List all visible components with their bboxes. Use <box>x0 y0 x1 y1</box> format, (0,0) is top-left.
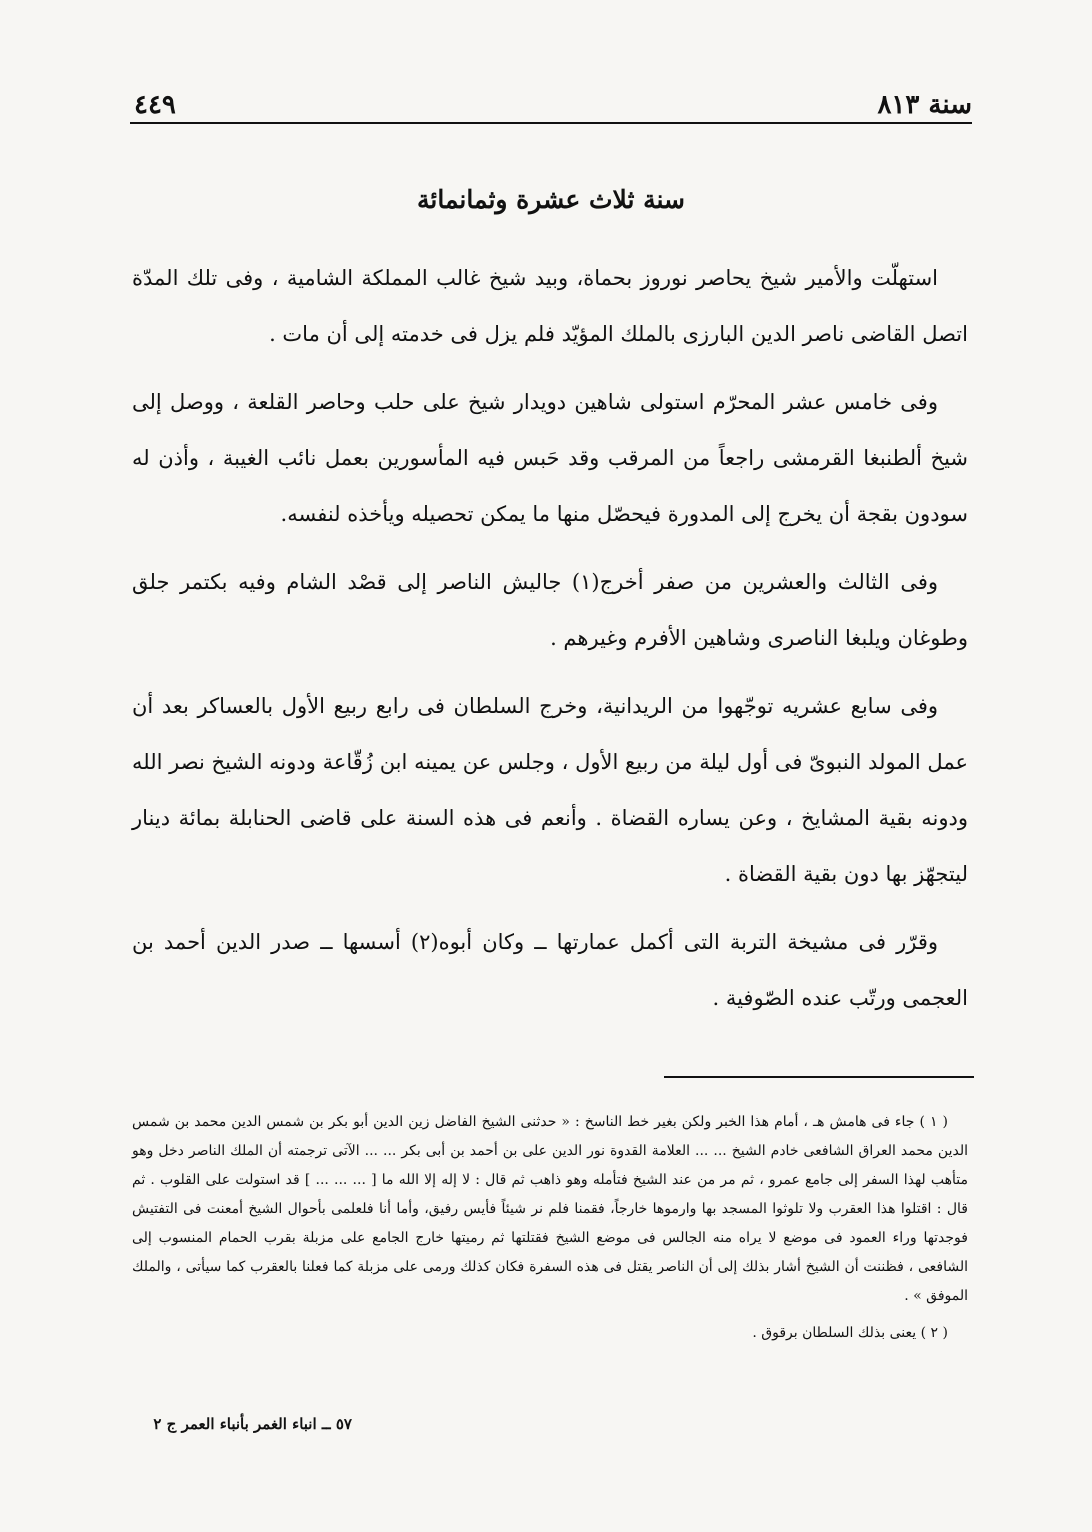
paragraph: وفى خامس عشر المحرّم استولى شاهين دويدار شيخ على حلب وحاصر القلعة ، ووصل إلى شيخ ألطنبغا القرمشى راجعاً من المرقب وقد حَبس فيه المأسورين بعمل نائب الغيبة ، وأذن له سودون بقجة أن يخرج إلى المدورة فيحصّل منها ما يمكن تحصيله ويأخذه لنفسه. <box>132 390 968 526</box>
footnote-rule <box>664 1076 974 1078</box>
paragraph: وفى سابع عشريه توجّهوا من الريدانية، وخرج السلطان فى رابع ربيع الأول بالعساكر بعد أن عمل المولد النبوىّ فى أول ليلة من ربيع الأول ، وجلس عن يمينه ابن زُقّاعة ودونه الشيخ نصر الله ودونه بقية المشايخ ، وعن يساره القضاة . وأنعم فى هذه السنة على قاضى الحنابلة بمائة دينار ليتجهّز بها دون بقية القضاة . <box>132 694 968 886</box>
paragraph: استهلّت والأمير شيخ يحاصر نوروز بحماة، وبيد شيخ غالب المملكة الشامية ، وفى تلك المدّة اتصل القاضى ناصر الدين البارزى بالملك المؤيّد فلم يزل فى خدمته إلى أن مات . <box>132 266 968 346</box>
header-rule <box>130 122 972 124</box>
footnote: ( ٢ ) يعنى بذلك السلطان برقوق . <box>752 1325 948 1341</box>
section-title: سنة ثلاث عشرة وثمانمائة <box>416 185 686 214</box>
footnote: ( ١ ) جاء فى هامش هـ ، أمام هذا الخبر ولكن بغير خط الناسخ : « حدثنى الشيخ الفاضل زين الدين أبو بكر بن شمس الدين محمد بن شمس الدين محمد العراق الشافعى خادم الشيخ ... ... العلامة القدوة نور الدين على بن أحمد بن أبى بكر ... ... الآتى ترجمته أن الملك الناصر دخل وهو متأهب لهذا السفر إلى جامع عمرو ، ثم مر من عند الشيخ فتأمله وهو ذاهب ثم قال : لا إله إلا الله ما [ ... ... ... ] قد استولت على القلوب . ثم قال : اقتلوا هذا العقرب ولا تلوثوا المسجد بها وارموها خارجاً، فقمنا فلم نر شيئاً فأيس رفيق، وأما أنا فلعلمى بأحوال الشيخ أمعنت فى التفتيش فوجدتها وراء العمود فى موضع لا يراه منه الجالس فى موضع الشيخ فقتلتها ثم رميتها خارج الجامع على مزبلة بقرب الحمام المنسوب إلى الشافعى ، فظننت أن الشيخ أشار بذلك إلى أن الناصر يقتل فى هذه السفرة فكان كذلك ورمى على مزبلة كما فعلنا بالعقرب كما سيأتى ، والملك الموفق » . <box>132 1114 968 1304</box>
paragraph: وقرّر فى مشيخة التربة التى أكمل عمارتها ــ وكان أبوه(٢) أسسها ــ صدر الدين أحمد بن العجمى ورتّب عنده الصّوفية . <box>132 930 968 1010</box>
signature-line: ٥٧ ــ انباء الغمر بأنباء العمر ج ٢ <box>153 1415 352 1433</box>
page-number: ٤٤٩ <box>134 90 176 120</box>
main-text <box>132 250 968 1038</box>
footnotes <box>132 1108 968 1356</box>
running-title: سنة ٨١٣ <box>877 90 972 120</box>
running-head <box>134 80 972 120</box>
paragraph: وفى الثالث والعشرين من صفر أخرج(١) جاليش الناصر إلى قصْد الشام وفيه بكتمر جلق وطوغان ويلبغا الناصرى وشاهين الأفرم وغيرهم . <box>132 570 968 650</box>
